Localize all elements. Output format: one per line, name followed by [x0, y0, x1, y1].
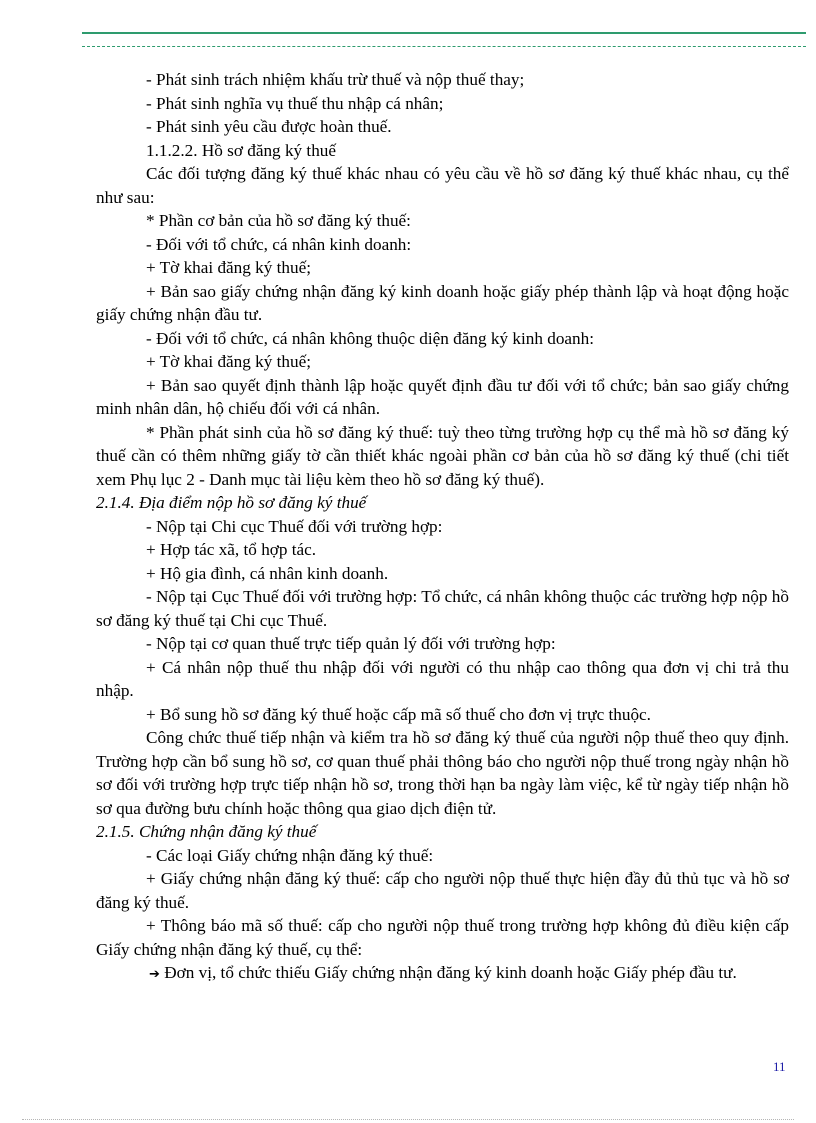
arrow-list-item — [96, 961, 789, 987]
page-number: 11 — [773, 1059, 786, 1074]
paragraph: * Phần cơ bản của hồ sơ đăng ký thuế: — [146, 211, 411, 230]
section-heading: 2.1.5. Chứng nhận đăng ký thuế — [96, 822, 317, 841]
paragraph: - Nộp tại Cục Thuế đối với trường hợp: Tổ chức, cá nhân không thuộc các trường hợp nộp hồ sơ đăng ký thuế tại Chi cục Thuế. — [96, 587, 789, 630]
document-body — [96, 68, 789, 987]
arrow-list-item-text: Đơn vị, tổ chức thiếu Giấy chứng nhận đăng ký kinh doanh hoặc Giấy phép đầu tư. — [164, 963, 737, 982]
paragraph: + Hợp tác xã, tổ hợp tác. — [146, 540, 317, 559]
paragraph: + Tờ khai đăng ký thuế; — [146, 258, 312, 277]
paragraph: - Đối với tổ chức, cá nhân kinh doanh: — [146, 234, 412, 254]
paragraph: + Tờ khai đăng ký thuế; — [146, 352, 312, 371]
paragraph: + Bổ sung hồ sơ đăng ký thuế hoặc cấp mã số thuế cho đơn vị trực thuộc. — [146, 704, 651, 724]
paragraph: + Giấy chứng nhận đăng ký thuế: cấp cho người nộp thuế thực hiện đầy đủ thủ tục và hồ sơ đăng ký thuế. — [96, 869, 789, 912]
paragraph: - Đối với tổ chức, cá nhân không thuộc diện đăng ký kinh doanh: — [146, 328, 594, 348]
paragraph: - Nộp tại cơ quan thuế trực tiếp quản lý đối với trường hợp: — [146, 634, 556, 653]
paragraph: - Các loại Giấy chứng nhận đăng ký thuế: — [146, 845, 434, 865]
section-heading: 2.1.4. Địa điểm nộp hồ sơ đăng ký thuế — [96, 493, 367, 512]
paragraph: + Hộ gia đình, cá nhân kinh doanh. — [146, 563, 389, 583]
paragraph: Công chức thuế tiếp nhận và kiểm tra hồ sơ đăng ký thuế của người nộp thuế theo quy định. Trường hợp cần bổ sung hồ sơ, cơ quan thuế phải thông báo cho người nộp thuế trong ngày nhận hồ sơ đối với trường hợp trực tiếp nhận hồ sơ, trong thời hạn ba ngày làm việc, kể từ ngày tiếp nhận hồ sơ qua đường bưu chính hoặc thông qua giao dịch điện tử. — [96, 728, 789, 818]
paragraph: - Nộp tại Chi cục Thuế đối với trường hợp: — [146, 516, 443, 536]
paragraph: - Phát sinh yêu cầu được hoàn thuế. — [146, 117, 392, 136]
paragraph: Các đối tượng đăng ký thuế khác nhau có yêu cầu về hồ sơ đăng ký thuế khác nhau, cụ thể như sau: — [96, 164, 789, 207]
header-border — [82, 32, 806, 47]
arrow-right-icon: ➔ — [149, 967, 160, 982]
paragraph: * Phần phát sinh của hồ sơ đăng ký thuế: tuỳ theo từng trường hợp cụ thể mà hồ sơ đăng ký thuế cần có thêm những giấy tờ cần thiết khác ngoài phần cơ bản của hồ sơ đăng ký thuế (chi tiết xem Phụ lục 2 - Danh mục tài liệu kèm theo hồ sơ đăng ký thuế). — [96, 422, 789, 489]
paragraph: + Cá nhân nộp thuế thu nhập đối với người có thu nhập cao thông qua đơn vị chi trả thu nhập. — [96, 657, 789, 700]
paragraph: + Thông báo mã số thuế: cấp cho người nộp thuế trong trường hợp không đủ điều kiện cấp Giấy chứng nhận đăng ký thuế, cụ thể: — [96, 916, 789, 959]
paragraph: - Phát sinh trách nhiệm khấu trừ thuế và nộp thuế thay; — [146, 70, 525, 89]
footer-border — [22, 1119, 794, 1120]
paragraph: + Bản sao quyết định thành lập hoặc quyết định đầu tư đối với tổ chức; bản sao giấy chứng minh nhân dân, hộ chiếu đối với cá nhân. — [96, 375, 789, 418]
paragraph: - Phát sinh nghĩa vụ thuế thu nhập cá nhân; — [146, 93, 444, 113]
paragraph: + Bản sao giấy chứng nhận đăng ký kinh doanh hoặc giấy phép thành lập và hoạt động hoặc giấy chứng nhận đầu tư. — [96, 281, 789, 324]
section-heading: 1.1.2.2. Hồ sơ đăng ký thuế — [146, 140, 337, 160]
